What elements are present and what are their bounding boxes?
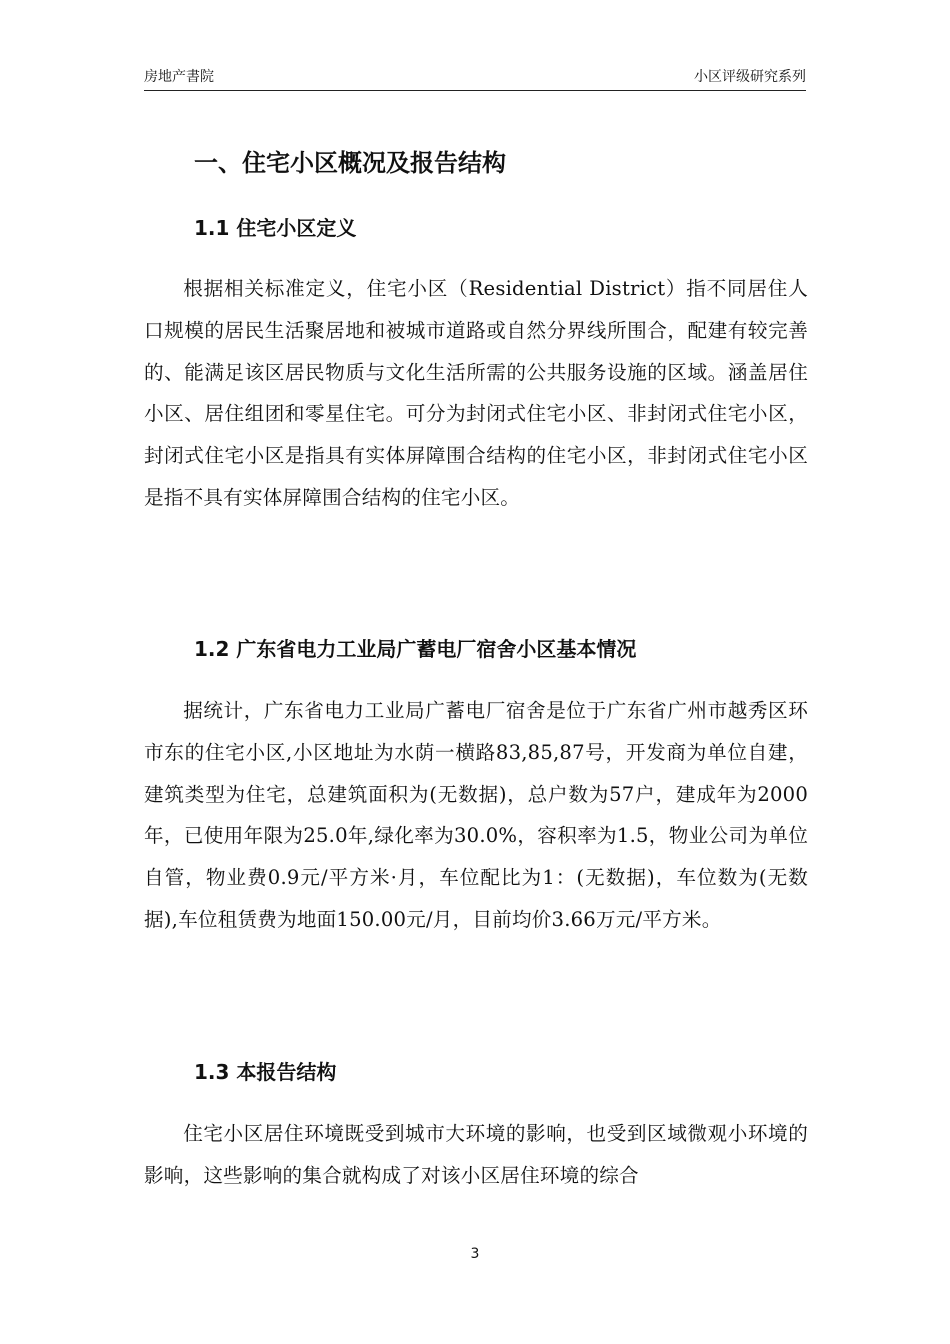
paragraph-definition: 根据相关标准定义，住宅小区（Residential District）指不同居住人口规模的居民生活聚居地和被城市道路或自然分界线所围合，配建有较完善的、能满足该区居民物质与文化生活所需的公共服务设施的区域。涵盖居住小区、居住组团和零星住宅。可分为封闭式住宅小区、非封闭式住宅小区，封闭式住宅小区是指具有实体屏障围合结构的住宅小区，非封闭式住宅小区是指不具有实体屏障围合结构的住宅小区。 bbox=[144, 277, 808, 509]
subsection-heading-1-2: 1.2 广东省电力工业局广蓄电厂宿舍小区基本情况 bbox=[194, 637, 637, 661]
page-number: 3 bbox=[470, 1246, 480, 1262]
section-heading: 一、住宅小区概况及报告结构 bbox=[194, 149, 506, 177]
subsection-heading-1-3: 1.3 本报告结构 bbox=[194, 1060, 337, 1084]
paragraph-report-structure: 住宅小区居住环境既受到城市大环境的影响，也受到区域微观小环境的影响，这些影响的集合就构成了对该小区居住环境的综合 bbox=[144, 1122, 808, 1187]
page-header bbox=[144, 66, 806, 91]
subsection-heading-1-1: 1.1 住宅小区定义 bbox=[194, 216, 357, 240]
header-publisher: 房地产書院 bbox=[144, 69, 214, 85]
header-series-title: 小区评级研究系列 bbox=[694, 69, 806, 85]
paragraph-basic-info: 据统计，广东省电力工业局广蓄电厂宿舍是位于广东省广州市越秀区环市东的住宅小区,小区地址为水荫一横路83,85,87号，开发商为单位自建，建筑类型为住宅，总建筑面积为(无数据)，总户数为57户，建成年为2000年，已使用年限为25.0年,绿化率为30.0%，容积率为1.5，物业公司为单位自管，物业费0.9元/平方米·月，车位配比为1：(无数据)，车位数为(无数据),车位租赁费为地面150.00元/月，目前均价3.66万元/平方米。 bbox=[144, 699, 808, 931]
